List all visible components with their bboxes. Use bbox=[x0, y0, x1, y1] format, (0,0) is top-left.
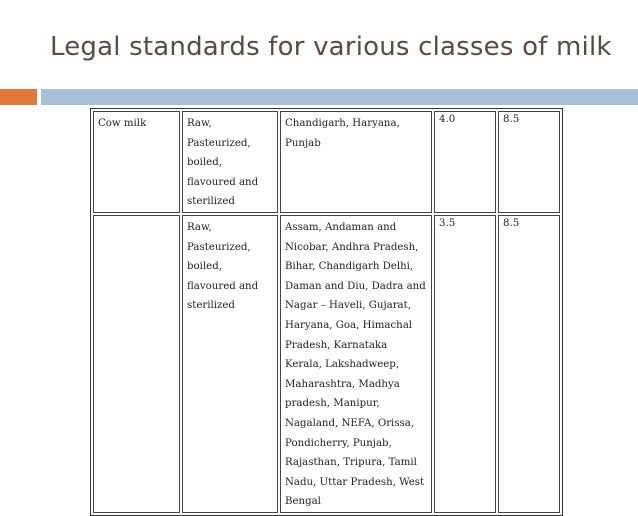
accent-bar-orange bbox=[0, 89, 37, 105]
fat-cell: 3.5 bbox=[434, 215, 496, 513]
milk-class-cell: Cow milk bbox=[93, 111, 180, 213]
fat-cell: 4.0 bbox=[434, 111, 496, 213]
accent-bar-blue bbox=[41, 89, 638, 105]
table-row bbox=[93, 111, 560, 213]
table-row bbox=[93, 215, 560, 513]
states-cell: Chandigarh, Haryana, Punjab bbox=[280, 111, 432, 213]
milk-type-cell: Raw, Pasteurized, boiled, flavoured and sterilized bbox=[182, 215, 278, 513]
slide-title: Legal standards for various classes of milk bbox=[50, 32, 612, 62]
milk-type-cell: Raw, Pasteurized, boiled, flavoured and sterilized bbox=[182, 111, 278, 213]
snf-cell: 8.5 bbox=[498, 215, 560, 513]
states-cell: Assam, Andaman and Nicobar, Andhra Pradesh, Bihar, Chandigarh Delhi, Daman and Diu, Dadra and Nagar – Haveli, Gujarat, Haryana, Goa, Himachal Pradesh, Karnataka Kerala, Lakshadweep, Maharashtra, Madhya pradesh, Manipur, Nagaland, NEFA, Orissa, Pondicherry, Punjab, Rajasthan, Tripura, Tamil Nadu, Uttar Pradesh, West Bengal bbox=[280, 215, 432, 513]
snf-cell: 8.5 bbox=[498, 111, 560, 213]
milk-standards-table bbox=[90, 108, 563, 516]
milk-class-cell bbox=[93, 215, 180, 513]
